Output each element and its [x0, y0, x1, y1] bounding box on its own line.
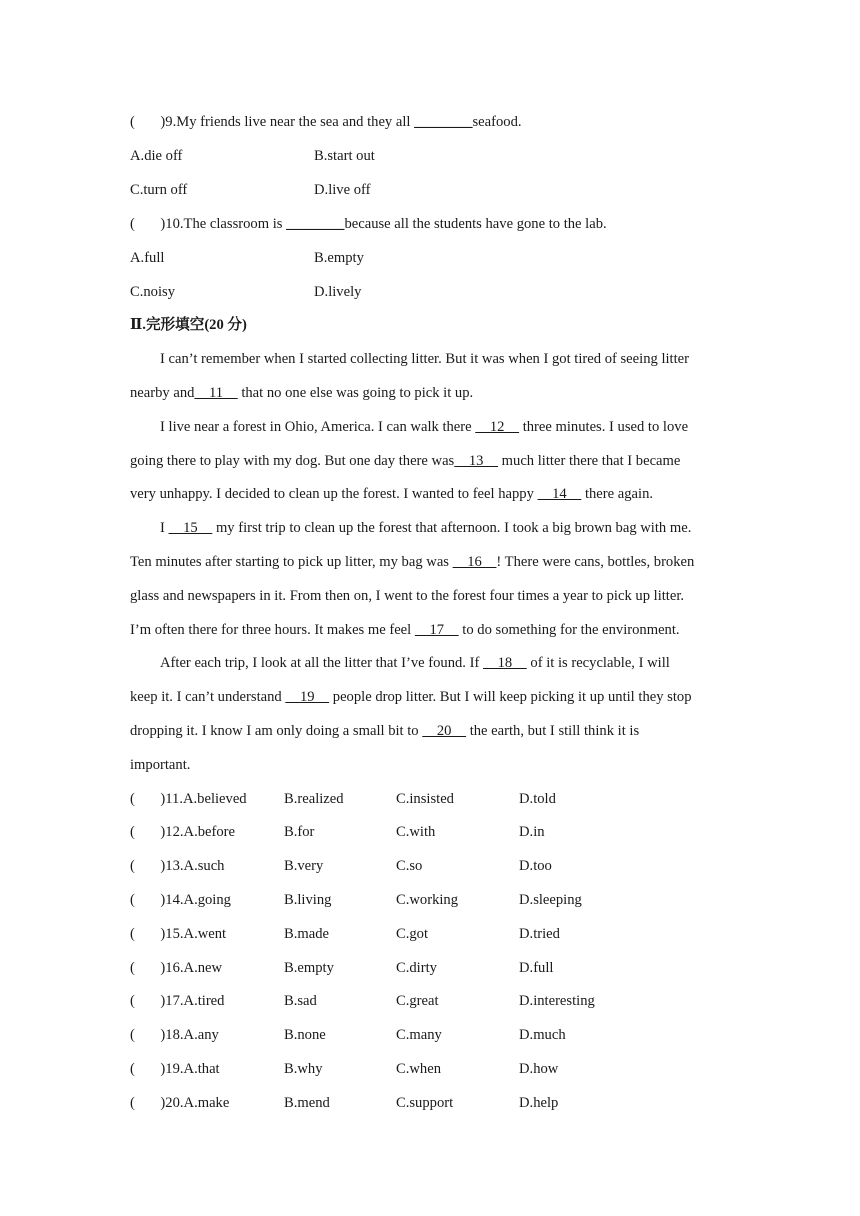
cloze-option-b: B.for: [284, 824, 315, 840]
passage-line: important.: [130, 757, 191, 773]
cloze-row-11: ( )11.A.believed: [130, 791, 247, 807]
cloze-option-c: C.working: [396, 892, 459, 908]
cloze-option-d: D.how: [519, 1061, 559, 1077]
cloze-option-d: D.in: [519, 824, 545, 840]
passage-line: going there to play with my dog. But one day there was 13 much litter there that I became: [130, 453, 681, 469]
passage-line: nearby and 11 that no one else was going to pick it up.: [130, 385, 474, 401]
blank-17: 17: [414, 622, 459, 638]
cloze-option-d: D.tried: [519, 926, 560, 942]
cloze-option-c: C.when: [396, 1061, 441, 1077]
cloze-row-20: ( )20.A.make: [130, 1095, 230, 1111]
cloze-option-d: D.told: [519, 791, 556, 807]
passage-line: keep it. I can’t understand 19 people drop litter. But I will keep picking it up until they stop: [130, 689, 692, 705]
question-9-stem: ( )9.My friends live near the sea and they all ________seafood.: [130, 114, 522, 130]
passage-line: I 15 my first trip to clean up the forest that afternoon. I took a big brown bag with me.: [160, 520, 692, 536]
passage-line: glass and newspapers in it. From then on, I went to the forest four times a year to pick up litter.: [130, 588, 685, 604]
cloze-option-d: D.too: [519, 858, 552, 874]
question-10-option-a: A.full: [130, 250, 165, 266]
cloze-option-c: C.with: [396, 824, 436, 840]
blank-12: 12: [475, 419, 520, 435]
cloze-row-16: ( )16.A.new: [130, 960, 223, 976]
passage-line: I’m often there for three hours. It makes me feel 17 to do something for the environment.: [130, 622, 680, 638]
passage-line: I can’t remember when I started collecting litter. But it was when I got tired of seeing litter: [160, 351, 689, 367]
cloze-option-b: B.none: [284, 1027, 326, 1043]
cloze-option-b: B.realized: [284, 791, 344, 807]
cloze-option-b: B.why: [284, 1061, 323, 1077]
cloze-row-18: ( )18.A.any: [130, 1027, 219, 1043]
passage-line: very unhappy. I decided to clean up the forest. I wanted to feel happy 14 there again.: [130, 486, 654, 502]
cloze-option-d: D.interesting: [519, 993, 595, 1009]
cloze-option-b: B.made: [284, 926, 329, 942]
cloze-option-c: C.got: [396, 926, 429, 942]
question-9-option-c: C.turn off: [130, 182, 188, 198]
passage-line: Ten minutes after starting to pick up litter, my bag was 16 ! There were cans, bottles, broken: [130, 554, 695, 570]
cloze-row-15: ( )15.A.went: [130, 926, 227, 942]
blank-11: 11: [194, 385, 238, 401]
question-10-stem: ( )10.The classroom is ________because all the students have gone to the lab.: [130, 216, 607, 232]
cloze-option-c: C.dirty: [396, 960, 437, 976]
cloze-option-d: D.sleeping: [519, 892, 582, 908]
cloze-option-b: B.living: [284, 892, 332, 908]
cloze-row-17: ( )17.A.tired: [130, 993, 225, 1009]
section-title: Ⅱ.完形填空(20 分): [130, 317, 247, 333]
cloze-option-d: D.much: [519, 1027, 566, 1043]
cloze-option-b: B.empty: [284, 960, 334, 976]
question-10-option-d: D.lively: [314, 284, 362, 300]
question-9-options-row-1: [130, 147, 182, 165]
cloze-option-b: B.very: [284, 858, 324, 874]
blank-14: 14: [537, 486, 582, 502]
option-a: A.die off: [130, 148, 183, 164]
question-10-option-b: B.empty: [314, 250, 364, 266]
question-9-option-d: D.live off: [314, 182, 371, 198]
cloze-option-b: B.mend: [284, 1095, 330, 1111]
cloze-row-13: ( )13.A.such: [130, 858, 225, 874]
cloze-option-c: C.great: [396, 993, 439, 1009]
blank-13: 13: [454, 453, 499, 469]
blank-19: 19: [285, 689, 330, 705]
cloze-option-c: C.insisted: [396, 791, 454, 807]
passage-line: After each trip, I look at all the litter that I’ve found. If 18 of it is recyclable, I will: [160, 655, 670, 671]
blank-16: 16: [452, 554, 497, 570]
passage-line: I live near a forest in Ohio, America. I can walk there 12 three minutes. I used to love: [160, 419, 689, 435]
passage-line: dropping it. I know I am only doing a small bit to 20 the earth, but I still think it is: [130, 723, 640, 739]
cloze-option-c: C.many: [396, 1027, 442, 1043]
cloze-option-c: C.support: [396, 1095, 454, 1111]
cloze-option-b: B.sad: [284, 993, 317, 1009]
blank-15: 15: [168, 520, 213, 536]
question-10-option-c: C.noisy: [130, 284, 176, 300]
cloze-row-19: ( )19.A.that: [130, 1061, 220, 1077]
blank-20: 20: [422, 723, 467, 739]
cloze-option-d: D.help: [519, 1095, 559, 1111]
question-9-option-b: B.start out: [314, 148, 375, 164]
cloze-row-14: ( )14.A.going: [130, 892, 231, 908]
blank-18: 18: [482, 655, 527, 671]
cloze-row-12: ( )12.A.before: [130, 824, 235, 840]
cloze-option-d: D.full: [519, 960, 554, 976]
cloze-option-c: C.so: [396, 858, 423, 874]
